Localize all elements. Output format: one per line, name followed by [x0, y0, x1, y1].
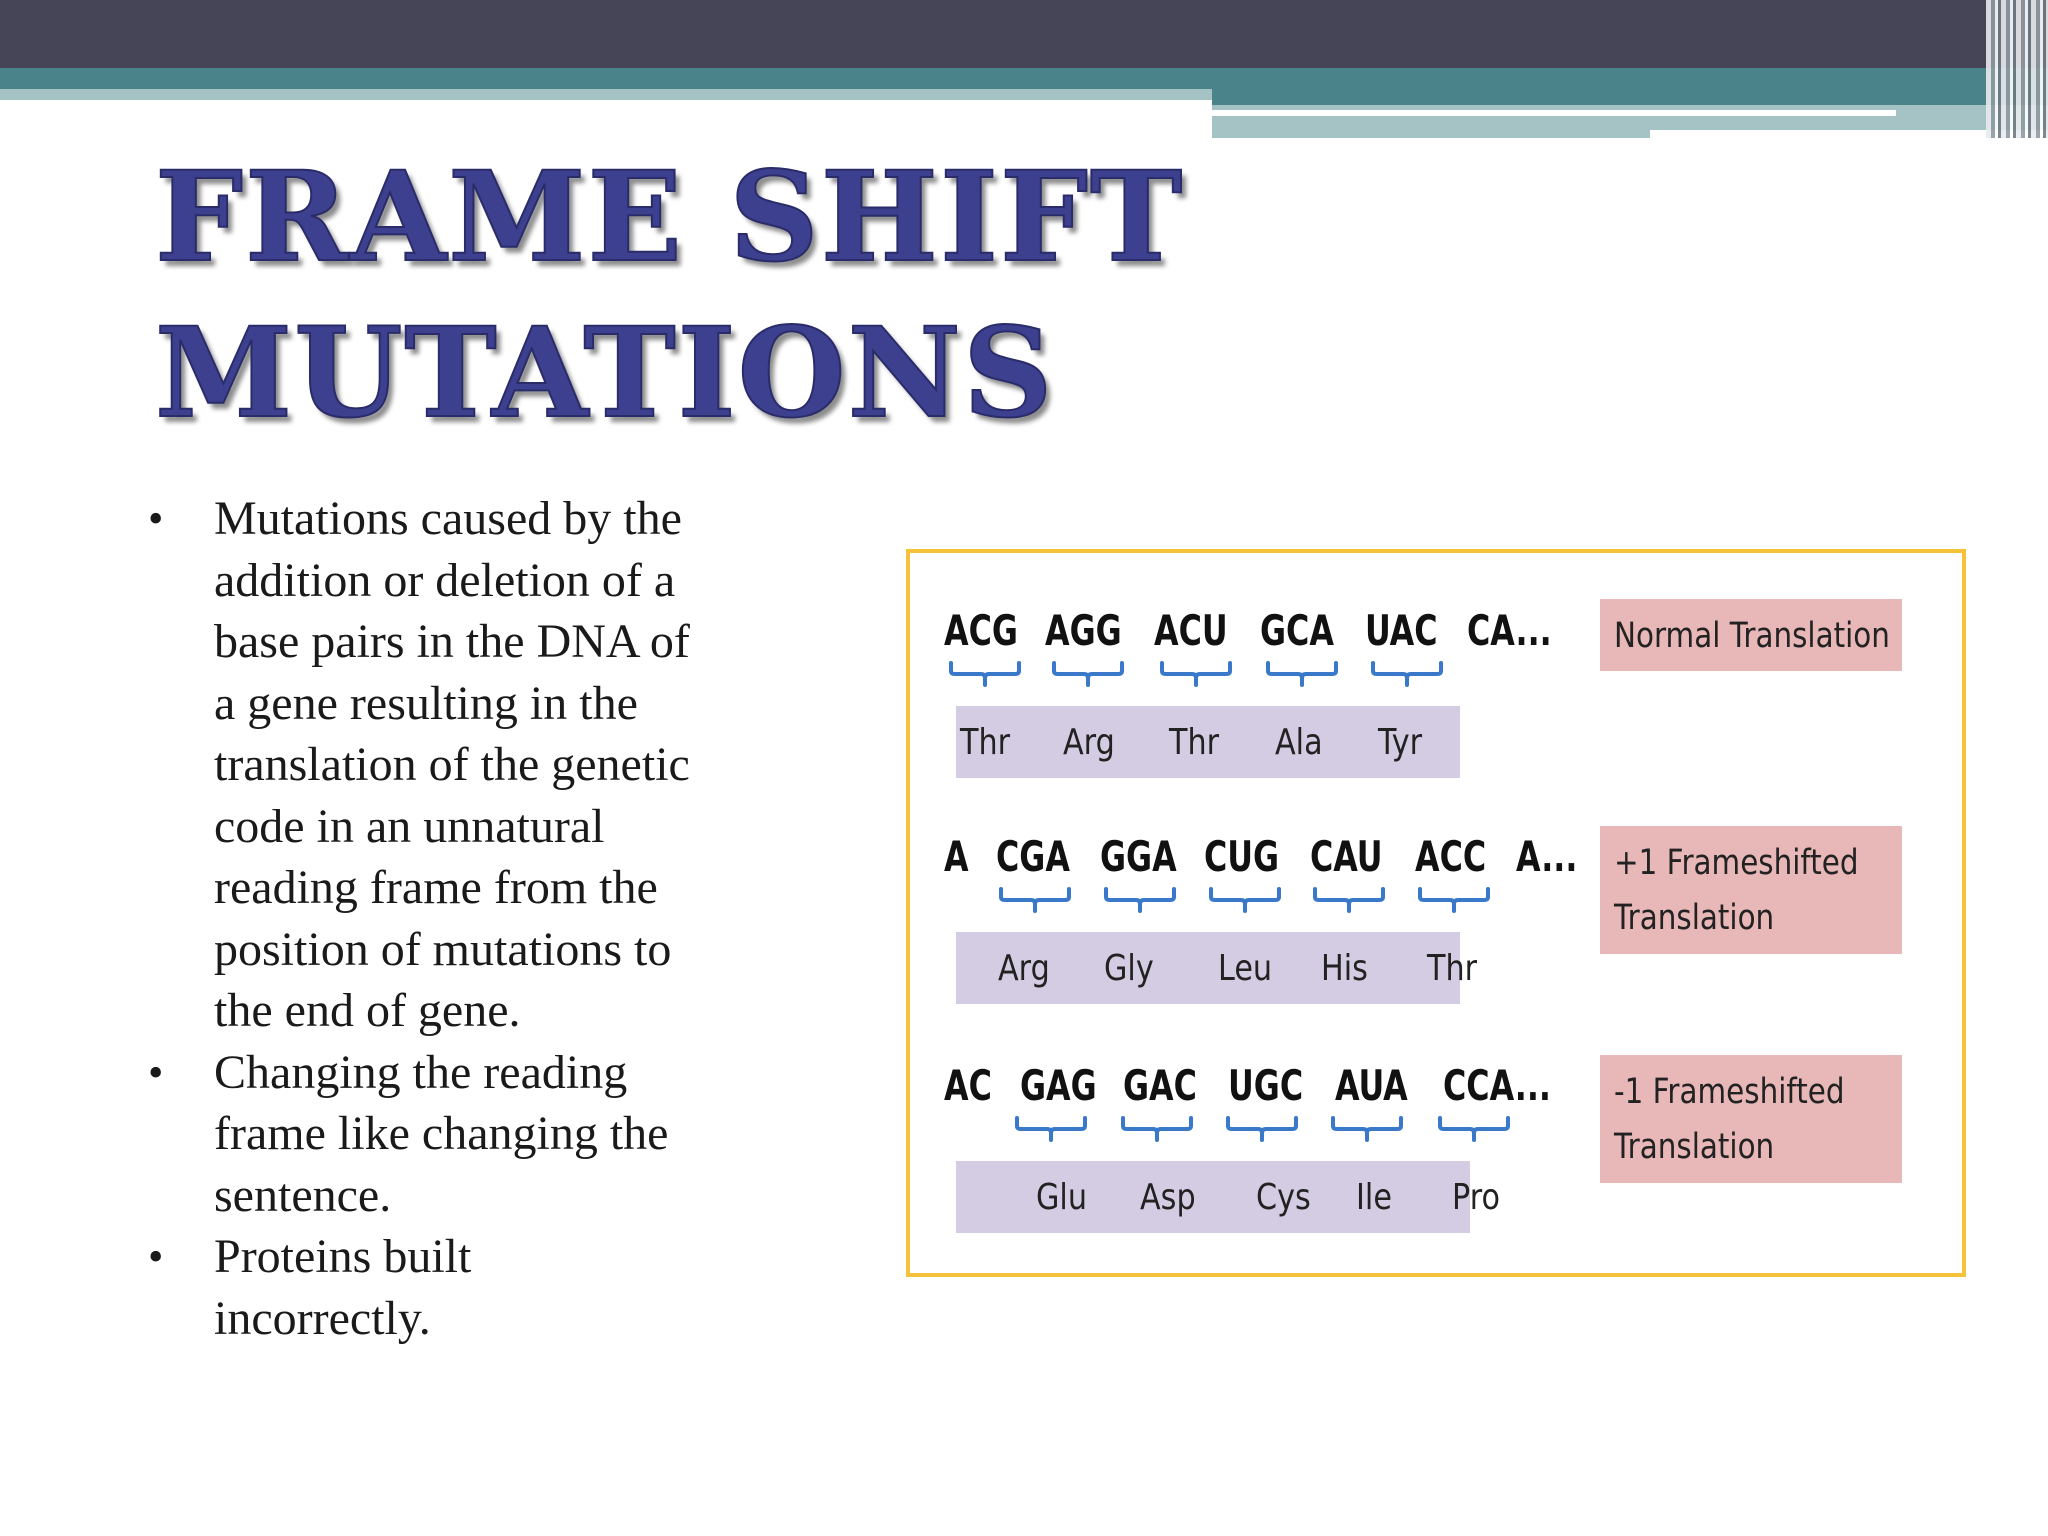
amino-acid: Ala — [1275, 722, 1323, 763]
codon-bracket-icon — [1330, 1116, 1404, 1142]
amino-acid: Leu — [1218, 948, 1273, 989]
bullet-item — [140, 488, 800, 1042]
amino-acid: Gly — [1104, 948, 1154, 989]
codon-bracket-icon — [1051, 661, 1125, 687]
bullet-line: frame like changing the — [214, 1107, 669, 1160]
amino-acid: Glu — [1036, 1177, 1088, 1218]
bullet-line: a gene resulting in the — [214, 676, 638, 730]
translation-label-line: Translation — [1614, 1127, 1775, 1167]
bullet-line: Proteins built — [214, 1230, 472, 1283]
amino-acid: Arg — [1063, 722, 1115, 763]
codon: AC — [944, 1061, 992, 1110]
codon: GCA — [1260, 606, 1334, 655]
translation-label-line: +1 Frameshifted — [1614, 843, 1859, 883]
codon: A... — [1516, 832, 1578, 881]
amino-acid: His — [1321, 948, 1368, 989]
amino-acid: Thr — [960, 722, 1011, 763]
translation-label — [1600, 599, 1902, 671]
sequence-row — [910, 779, 1962, 989]
codon: A — [944, 832, 969, 881]
bullet-line: incorrectly. — [214, 1291, 431, 1345]
bullet-marker: • — [148, 1232, 164, 1281]
codon: GAC — [1123, 1061, 1197, 1110]
header-stripes — [1986, 0, 2048, 138]
bullet-item — [140, 1226, 800, 1349]
codon-bracket-icon — [1103, 887, 1177, 913]
codon-bracket-icon — [1159, 661, 1233, 687]
translation-label-line: -1 Frameshifted — [1614, 1072, 1845, 1112]
amino-acid: Thr — [1427, 948, 1478, 989]
bullet-line: base pairs in the DNA of — [214, 615, 690, 668]
bullet-line: translation of the genetic — [214, 738, 690, 791]
bullet-line: reading frame from the — [214, 861, 658, 914]
codon: CGA — [996, 832, 1070, 881]
amino-acid: Thr — [1169, 722, 1220, 763]
codon-bracket-icon — [1312, 887, 1386, 913]
header-band-light-left — [0, 89, 1212, 100]
codon-bracket-icon — [998, 887, 1072, 913]
bullet-line: Mutations caused by the — [214, 492, 682, 545]
bullet-line: the end of gene. — [214, 984, 521, 1037]
codon: GGA — [1100, 832, 1177, 881]
bullet-line: position of mutations to — [214, 922, 672, 976]
codon-bracket-icon — [1437, 1116, 1511, 1142]
codon: CCA... — [1443, 1061, 1551, 1110]
codon-bracket-icon — [1370, 661, 1444, 687]
bullet-line: code in an unnatural — [214, 799, 605, 853]
codon-bracket-icon — [1265, 661, 1339, 687]
header-band-dark — [0, 0, 2048, 68]
amino-acid-bar — [956, 1161, 1470, 1233]
amino-acid: Cys — [1256, 1177, 1311, 1218]
codon: UAC — [1365, 606, 1438, 655]
codon-bracket-icon — [1225, 1116, 1299, 1142]
bullet-marker: • — [148, 1047, 164, 1097]
codon: ACC — [1415, 832, 1487, 881]
codon: ACG — [944, 606, 1018, 655]
bullet-item — [140, 1042, 800, 1227]
title-line-2: MUTATIONS — [155, 301, 1055, 446]
frameshift-diagram — [906, 549, 1966, 1277]
amino-acid: Ile — [1356, 1177, 1392, 1218]
translation-label-line: Normal Translation — [1614, 616, 1890, 656]
codon: AGG — [1045, 606, 1122, 655]
bullet-marker: • — [148, 494, 164, 543]
codon: ACU — [1154, 606, 1228, 655]
header-band-white-line — [1212, 110, 1896, 116]
sequence-row — [910, 553, 1962, 763]
codon: CAU — [1310, 832, 1383, 881]
codon: CUG — [1204, 832, 1280, 881]
bullet-line: addition or deletion of a — [214, 553, 676, 607]
codon: CA... — [1467, 606, 1552, 655]
amino-acid: Arg — [998, 948, 1050, 989]
codon-bracket-icon — [1417, 887, 1491, 913]
translation-label-line: Translation — [1614, 898, 1775, 938]
bullet-list — [140, 488, 800, 1349]
sequence-row — [910, 1008, 1962, 1218]
codon-bracket-icon — [1208, 887, 1282, 913]
codon: GAG — [1020, 1061, 1097, 1110]
codon: UGC — [1228, 1061, 1304, 1110]
translation-label — [1600, 1055, 1902, 1183]
bullet-line: sentence. — [214, 1168, 392, 1222]
amino-acid: Asp — [1140, 1177, 1196, 1218]
codon-bracket-icon — [1120, 1116, 1194, 1142]
codon-bracket-icon — [948, 661, 1022, 687]
codon: AUA — [1335, 1061, 1408, 1110]
header-band-teal — [0, 68, 2048, 89]
translation-label — [1600, 826, 1902, 954]
amino-acid: Tyr — [1378, 722, 1423, 763]
amino-acid: Pro — [1452, 1177, 1500, 1218]
slide-title — [155, 140, 1185, 452]
title-line-1: FRAME SHIFT — [155, 145, 1185, 290]
bullet-line: Changing the reading — [214, 1045, 628, 1099]
codon-bracket-icon — [1014, 1116, 1088, 1142]
